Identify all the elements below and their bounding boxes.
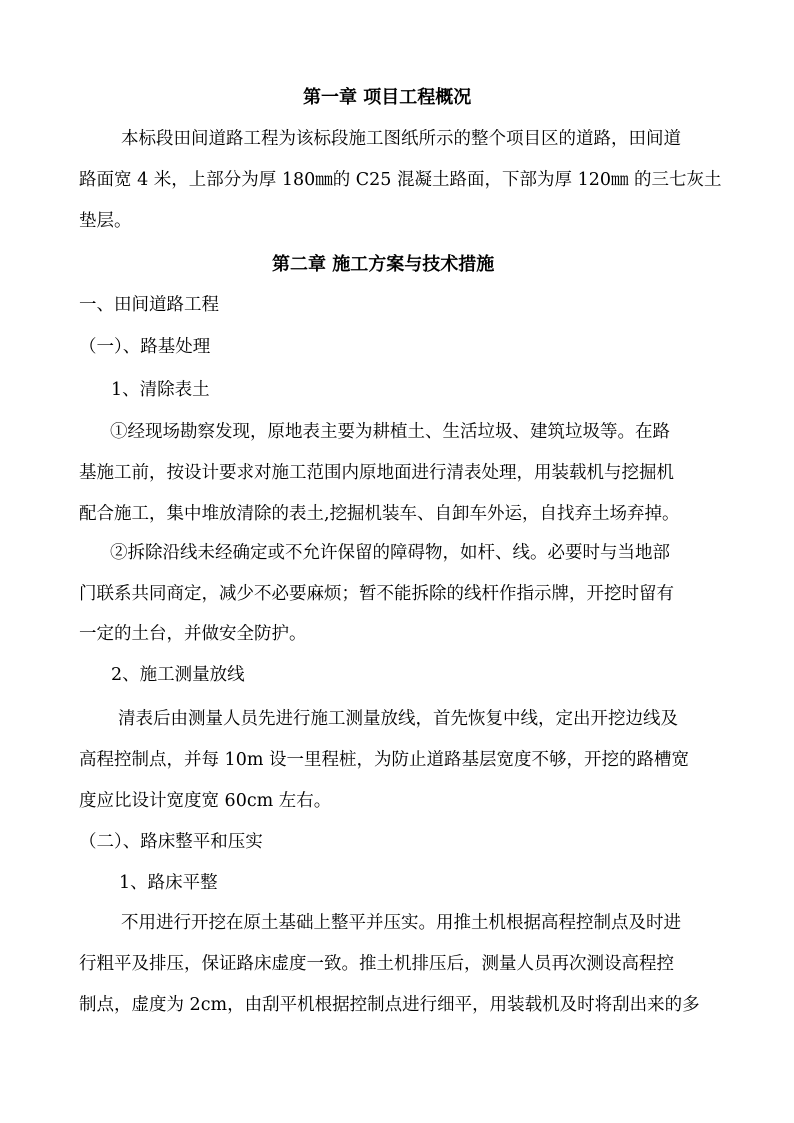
subsection-heading: （二）、路床整平和压实 [79, 832, 263, 852]
paragraph-line: 一定的土台，并做安全防护。 [79, 624, 307, 644]
section-heading: 一、田间道路工程 [79, 295, 219, 315]
paragraph-line: ②拆除沿线未经确定或不允许保留的障碍物，如杆、线。必要时与当地部 [110, 543, 670, 563]
paragraph-line: 制点，虚度为 2cm，由刮平机根据控制点进行细平，用装载机及时将刮出来的多 [79, 995, 700, 1015]
subsection-heading: （一）、路基处理 [79, 337, 211, 357]
paragraph-line: 行粗平及排压，保证路床虚度一致。推土机排压后，测量人员再次测设高程控 [79, 954, 674, 974]
item-heading: 1、清除表土 [111, 380, 210, 400]
chapter-1-paragraph-line: 路面宽 4 米，上部分为厚 180㎜的 C25 混凝土路面，下部为厚 120㎜ 的三七灰土 [79, 170, 722, 190]
item-heading: 2、施工测量放线 [111, 665, 245, 685]
item-heading: 1、路床平整 [119, 873, 218, 893]
chapter-1-paragraph-line: 垫层。 [79, 211, 132, 231]
paragraph-line: 门联系共同商定，减少不必要麻烦；暂不能拆除的线杆作指示牌，开挖时留有 [79, 584, 674, 604]
chapter-1-title: 第一章 项目工程概况 [303, 87, 472, 108]
chapter-1-paragraph-line: 本标段田间道路工程为该标段施工图纸所示的整个项目区的道路，田间道 [121, 129, 681, 149]
paragraph-line: 基施工前，按设计要求对施工范围内原地面进行清表处理，用装载机与挖掘机 [79, 463, 674, 483]
paragraph-line: 清表后由测量人员先进行施工测量放线，首先恢复中线，定出开挖边线及 [118, 709, 678, 729]
paragraph-line: ①经现场勘察发现，原地表主要为耕植土、生活垃圾、建筑垃圾等。在路 [110, 422, 670, 442]
paragraph-line: 度应比设计宽度宽 60cm 左右。 [79, 791, 332, 811]
paragraph-line: 不用进行开挖在原土基础上整平并压实。用推土机根据高程控制点及时进 [121, 913, 681, 933]
chapter-2-title: 第二章 施工方案与技术措施 [272, 254, 495, 275]
paragraph-line: 高程控制点，并每 10m 设一里程桩，为防止道路基层宽度不够，开挖的路槽宽 [79, 750, 689, 770]
paragraph-line: 配合施工，集中堆放清除的表土,挖掘机装车、自卸车外运，自找弃土场弃掉。 [79, 504, 680, 524]
